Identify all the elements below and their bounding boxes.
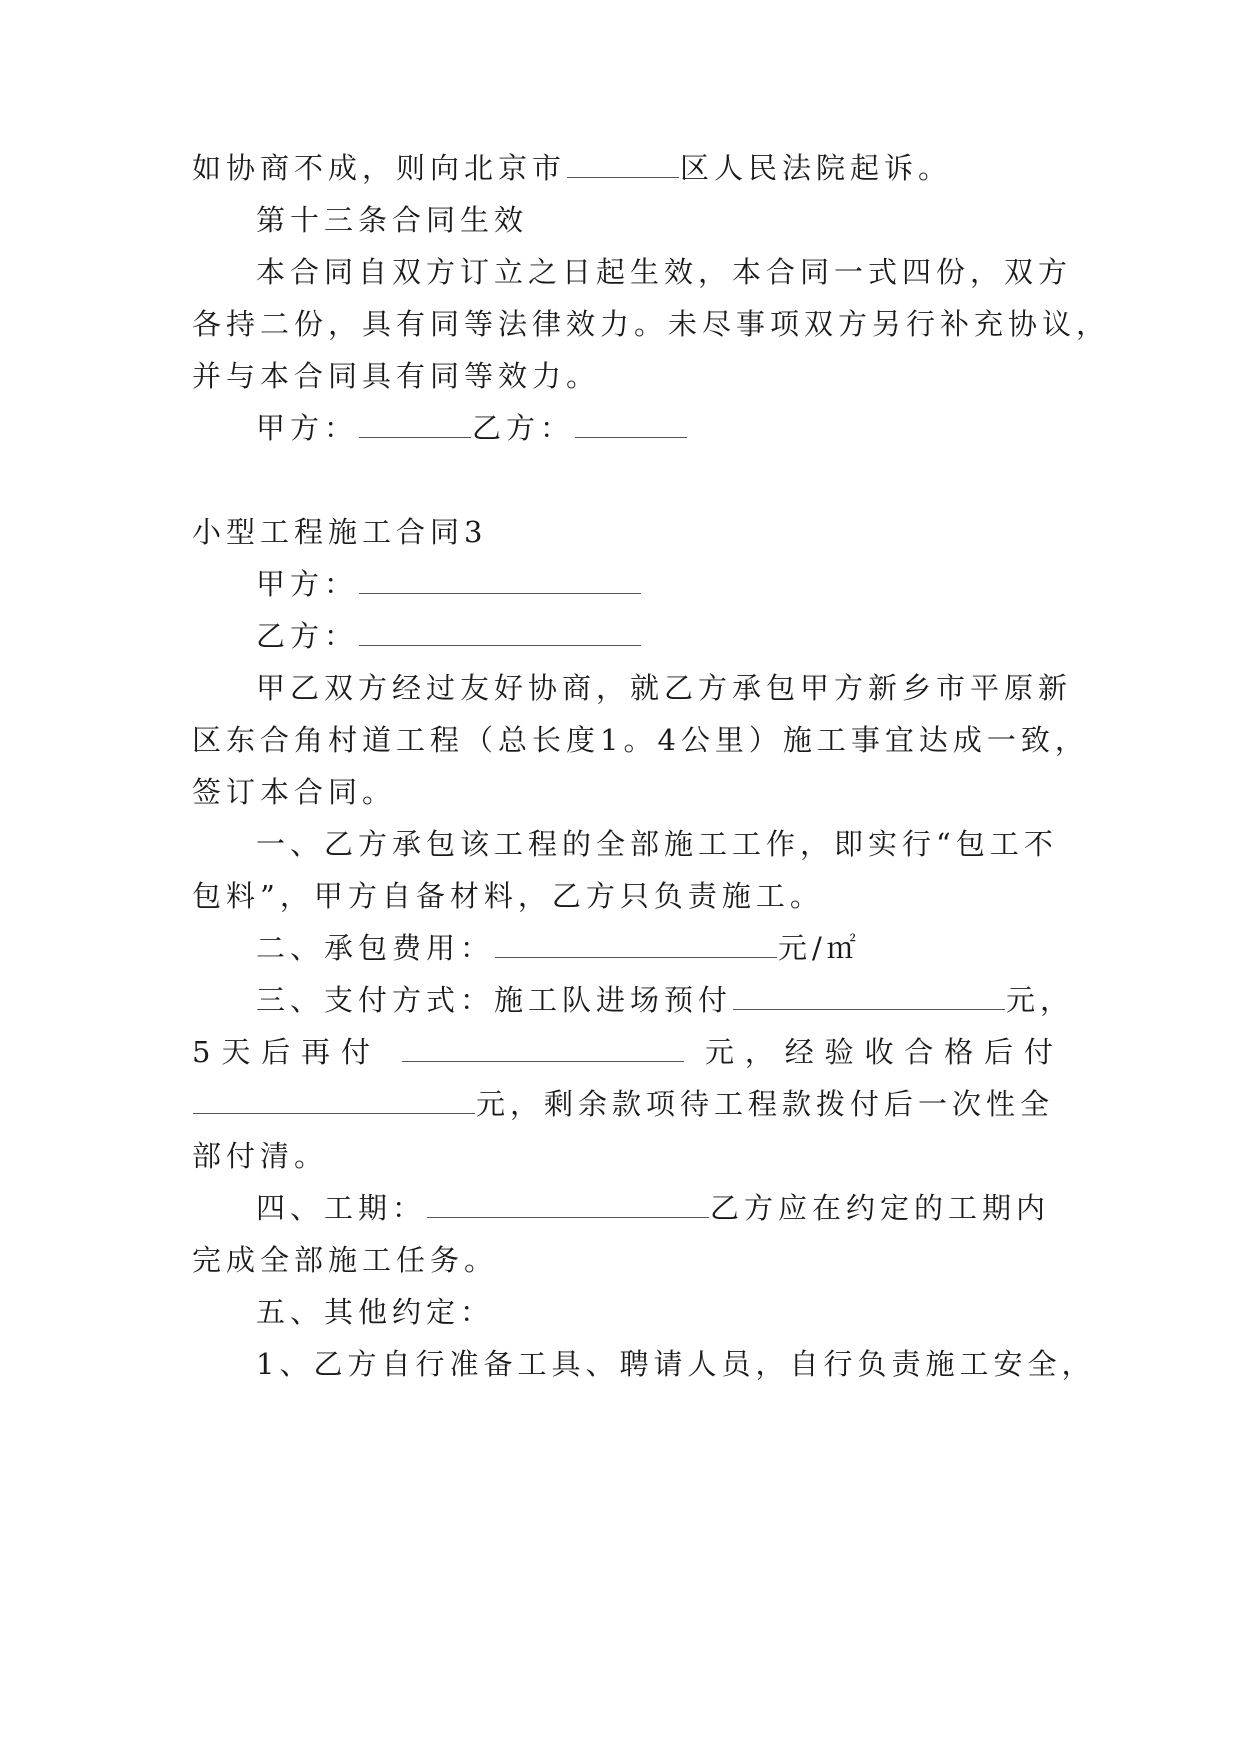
article-heading <box>256 200 528 240</box>
text-segment: 部付清。 <box>192 1139 329 1173</box>
party-line <box>256 564 642 604</box>
text-line <box>192 772 396 812</box>
party-b-blank[interactable] <box>575 411 687 438</box>
party-a-blank[interactable] <box>359 567 641 594</box>
text-line <box>192 356 600 396</box>
text-line <box>256 1344 1095 1384</box>
text-segment: 四、工期： <box>256 1191 427 1225</box>
text-segment: 五、其他约定： <box>256 1295 495 1329</box>
text-line <box>192 876 824 916</box>
text-segment: 甲乙双方经过友好协商，就乙方承包甲方新乡市平原新 <box>256 671 1073 705</box>
text-line <box>192 1032 1058 1072</box>
party-b-blank[interactable] <box>359 619 641 646</box>
text-line <box>256 980 1074 1020</box>
text-segment: 各持二份，具有同等法律效力。未尽事项双方另行补充协议， <box>192 307 1111 341</box>
text-segment: 并与本合同具有同等效力。 <box>192 359 601 393</box>
duration-blank[interactable] <box>427 1191 709 1218</box>
advance-payment-blank[interactable] <box>733 983 1005 1010</box>
text-segment: 一、乙方承包该工程的全部施工工作，即实行“包工不 <box>256 827 1058 861</box>
text-line <box>192 1136 328 1176</box>
text-segment: 元，经验收合格后付 <box>705 1035 1058 1069</box>
text-segment: 第十三条合同生效 <box>256 203 529 237</box>
party-b-label: 乙方： <box>472 411 575 445</box>
text-segment: 完成全部施工任务。 <box>192 1243 499 1277</box>
text-segment: 小型工程施工合同3 <box>192 515 488 549</box>
text-segment: 乙方应在约定的工期内 <box>710 1191 1051 1225</box>
text-segment: 如协商不成，则向北京市 <box>192 151 567 185</box>
party-a-blank[interactable] <box>359 411 471 438</box>
text-line <box>256 252 1072 292</box>
text-segment: 包料”，甲方自备材料，乙方只负责施工。 <box>192 879 824 913</box>
text-segment: 区东合角村道工程（总长度1。4公里）施工事宜达成一致， <box>192 723 1089 757</box>
second-payment-blank[interactable] <box>402 1035 684 1062</box>
text-segment: 元， <box>1006 983 1075 1017</box>
signature-line <box>256 408 688 448</box>
party-line <box>256 616 642 656</box>
final-payment-blank[interactable] <box>193 1087 475 1114</box>
fill-blank[interactable] <box>567 151 679 178</box>
party-a-label: 甲方： <box>256 567 359 601</box>
text-segment: 元，剩余款项待工程款拨付后一次性全 <box>476 1087 1055 1121</box>
text-segment: 本合同自双方订立之日起生效，本合同一式四份，双方 <box>256 255 1073 289</box>
text-line <box>192 720 1089 760</box>
text-line <box>256 668 1072 708</box>
text-segment: 区人民法院起诉。 <box>680 151 953 185</box>
text-line <box>256 824 1058 864</box>
text-segment: 二、承包费用： <box>256 931 495 965</box>
text-line <box>192 304 1110 344</box>
text-segment: 元/㎡ <box>778 931 861 965</box>
text-line <box>256 1188 1050 1228</box>
text-line <box>256 1292 494 1332</box>
text-segment: 三、支付方式：施工队进场预付 <box>256 983 733 1017</box>
text-line <box>256 928 861 968</box>
fee-blank[interactable] <box>495 931 777 958</box>
text-segment: 5天后再付 <box>192 1035 381 1069</box>
party-b-label: 乙方： <box>256 619 359 653</box>
party-a-label: 甲方： <box>256 411 359 445</box>
text-line <box>192 1240 498 1280</box>
section-title <box>192 512 487 552</box>
text-line <box>192 1084 1054 1124</box>
text-segment: 1、乙方自行准备工具、聘请人员，自行负责施工安全， <box>256 1347 1096 1381</box>
text-segment: 签订本合同。 <box>192 775 397 809</box>
text-line <box>192 148 952 188</box>
